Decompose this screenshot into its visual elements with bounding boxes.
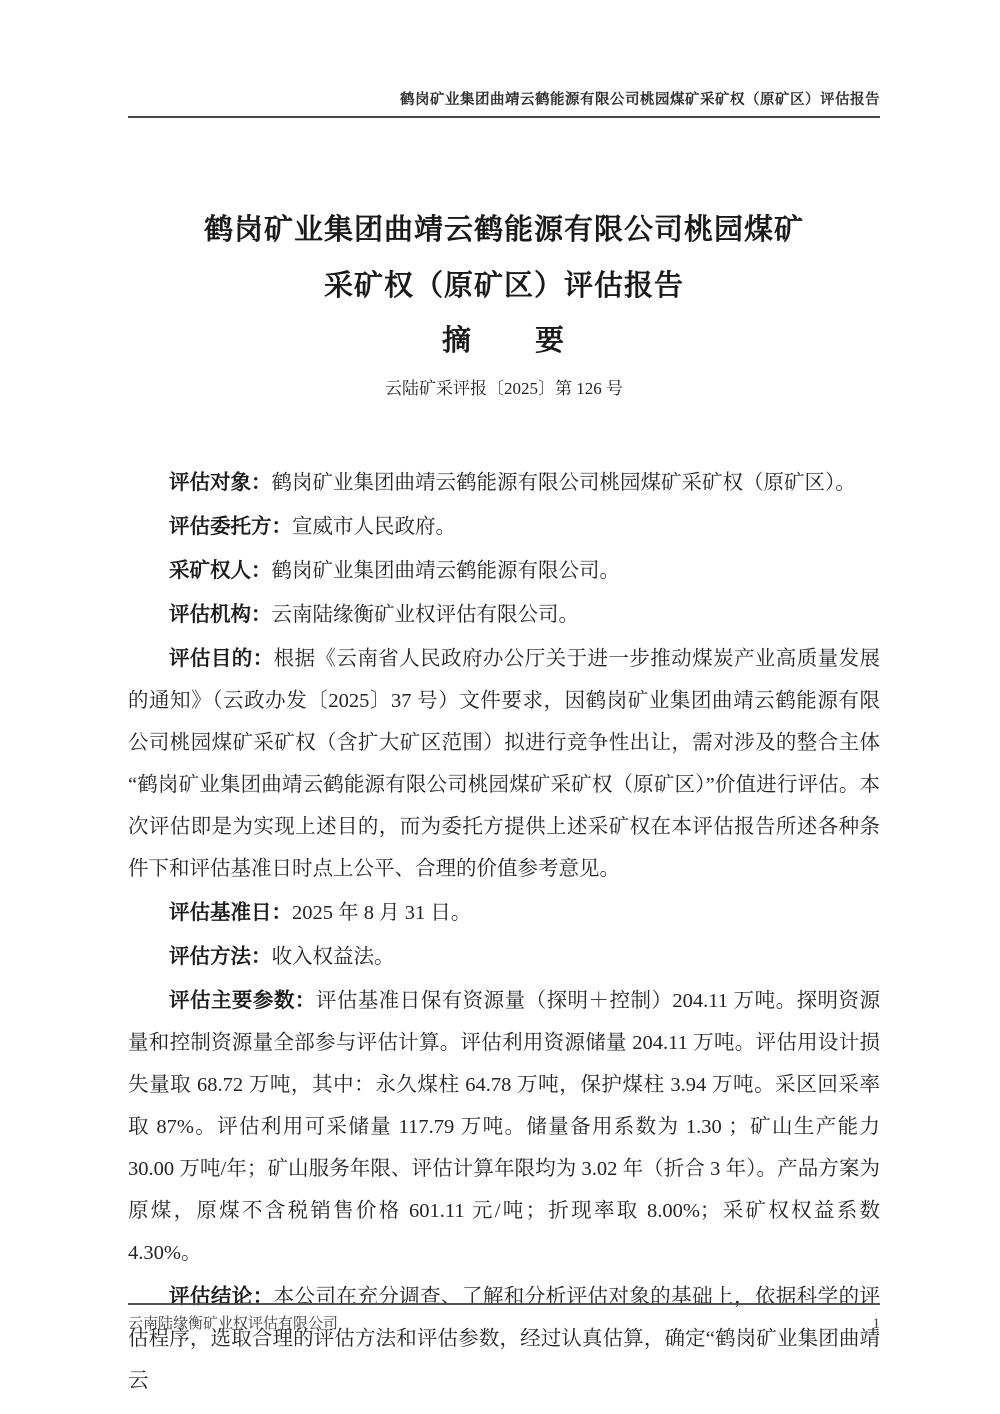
paragraph-main-parameters — [128, 980, 880, 1274]
report-title-line-1: 鹤岗矿业集团曲靖云鹤能源有限公司桃园煤矿 — [203, 214, 804, 246]
paragraph-text: 云南陆缘衡矿业权评估有限公司。 — [271, 604, 579, 626]
paragraph-text: 鹤岗矿业集团曲靖云鹤能源有限公司桃园煤矿采矿权（原矿区）。 — [271, 472, 856, 494]
running-header-title: 鹤岗矿业集团曲靖云鹤能源有限公司桃园煤矿采矿权（原矿区）评估报告 — [400, 92, 880, 108]
paragraph-text: 根据《云南省人民政府办公厅关于进一步推动煤炭产业高质量发展的通知》（云政办发〔2025〕37 号）文件要求，因鹤岗矿业集团曲靖云鹤能源有限公司桃园煤矿采矿权（含扩大矿区范围）拟进行竞争性出让，需对涉及的整合主体“鹤岗矿业集团曲靖云鹤能源有限公司桃园煤矿采矿权（原矿区）”价值进行评估。本次评估即是为实现上述目的，而为委托方提供上述采矿权在本评估报告所述各种条件下和评估基准日时点上公平、合理的价值参考意见。 — [128, 648, 881, 880]
paragraph-text: 鹤岗矿业集团曲靖云鹤能源有限公司。 — [271, 560, 620, 582]
paragraph-label: 评估目的： — [169, 648, 274, 670]
paragraph-conclusion — [128, 1276, 880, 1402]
paragraph-evaluation-object — [128, 462, 880, 504]
paragraph-text: 宣威市人民政府。 — [292, 516, 456, 538]
paragraph-evaluation-method — [128, 936, 880, 978]
paragraph-label: 采矿权人： — [169, 560, 272, 582]
paragraph-text: 评估基准日保有资源量（探明＋控制）204.11 万吨。探明资源量和控制资源量全部参与评估计算。评估利用资源储量 204.11 万吨。评估用设计损失量取 68.72 万吨，其中：永久煤柱 64.78 万吨，保护煤柱 3.94 万吨。采区回采率取 87%。评估利用可采储量 117.79 万吨。储量备用系数为 1.30 ；矿山生产能力 30.00 万吨/年；矿山服务年限、评估计算年限均为 3.02 年（折合 3 年）。产品方案为原煤，原煤不含税销售价格 601.11 元/吨；折现率取 8.00%；采矿权权益系数 4.30%。 — [128, 990, 881, 1264]
footer-company-name: 云南陆缘衡矿业权评估有限公司 — [128, 1316, 339, 1332]
report-body — [128, 462, 880, 1402]
paragraph-text: 2025 年 8 月 31 日。 — [292, 902, 472, 924]
paragraph-client — [128, 506, 880, 548]
paragraph-label: 评估委托方： — [169, 516, 292, 538]
document-number: 云陆矿采评报〔2025〕第 126 号 — [385, 379, 623, 398]
paragraph-mining-right-holder — [128, 550, 880, 592]
footer-page-number: 1 — [872, 1316, 880, 1332]
paragraph-label: 评估机构： — [169, 604, 272, 626]
paragraph-label: 评估对象： — [169, 472, 272, 494]
paragraph-evaluation-agency — [128, 594, 880, 636]
paragraph-label: 评估方法： — [169, 946, 272, 968]
paragraph-label: 评估基准日： — [169, 902, 292, 924]
paragraph-text: 本公司在充分调查、了解和分析评估对象的基础上，依据科学的评估程序，选取合理的评估方法和评估参数，经过认真估算，确定“鹤岗矿业集团曲靖云 — [128, 1286, 881, 1392]
paragraph-label: 评估结论： — [169, 1286, 274, 1308]
paragraph-base-date — [128, 892, 880, 934]
page-footer — [128, 1303, 880, 1333]
paragraph-text: 收入权益法。 — [271, 946, 395, 968]
summary-heading: 摘 要 — [441, 325, 566, 357]
report-title-line-2: 采矿权（原矿区）评估报告 — [323, 270, 684, 302]
paragraph-label: 评估主要参数： — [169, 990, 316, 1012]
paragraph-evaluation-purpose — [128, 638, 880, 890]
header-rule — [128, 116, 880, 118]
title-block — [128, 202, 880, 412]
